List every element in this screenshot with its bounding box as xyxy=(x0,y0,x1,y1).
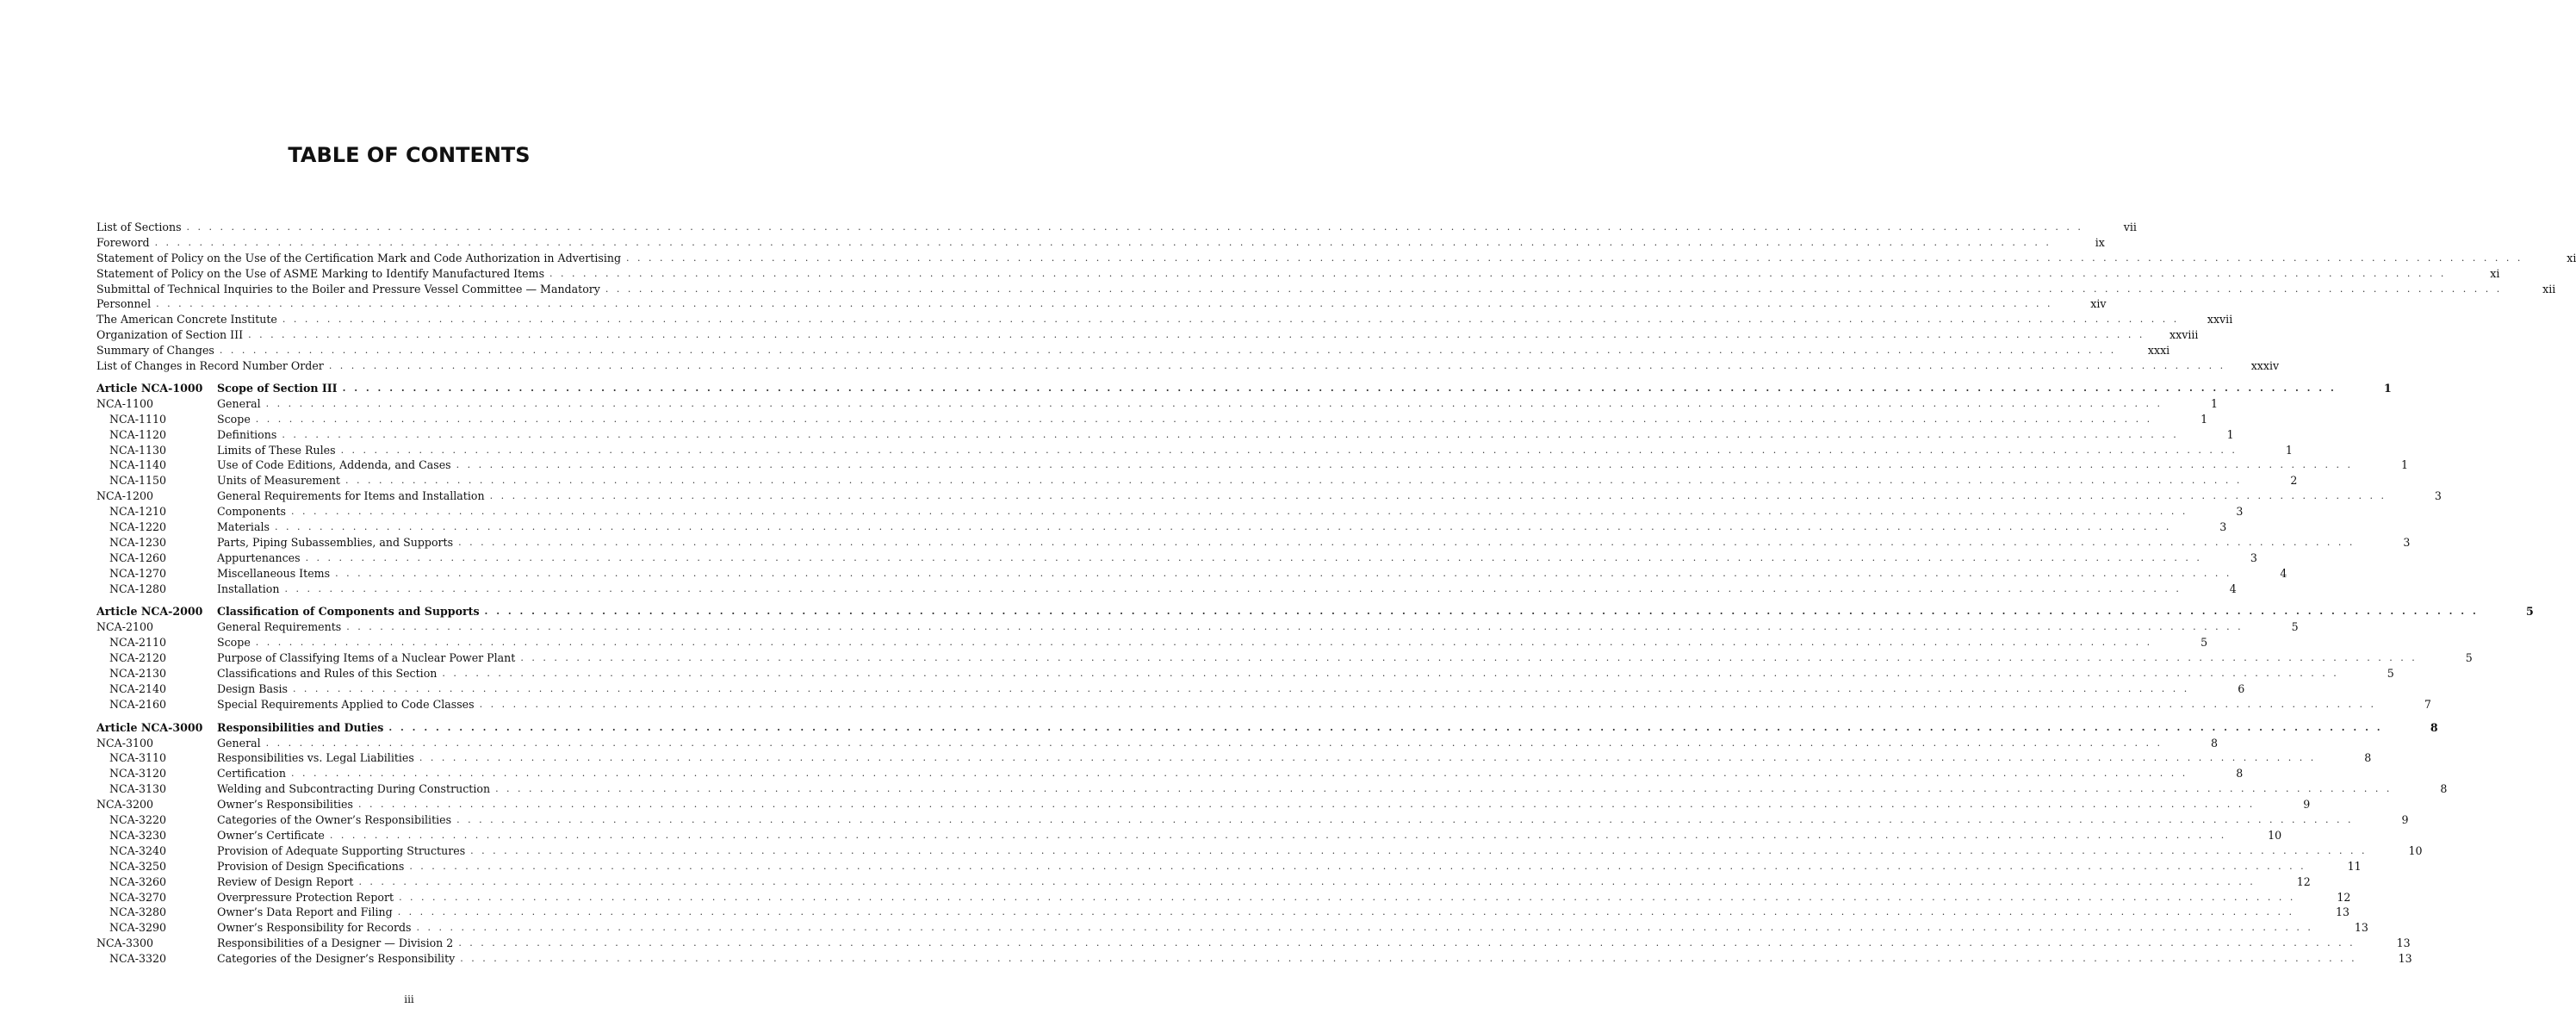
entry-title: Provision of Design Specifications xyxy=(217,859,405,873)
entry-body xyxy=(217,566,2231,582)
entry-title: The American Concrete Institute xyxy=(96,313,277,327)
entry-page: xxviii xyxy=(2169,328,2199,342)
entry-code: NCA-2160 xyxy=(109,697,167,711)
toc-entry[interactable] xyxy=(96,650,2473,666)
toc-entry[interactable] xyxy=(96,681,2245,697)
article-entry xyxy=(217,720,2383,736)
entry-title: Certification xyxy=(217,767,286,781)
toc-entry[interactable] xyxy=(96,766,2244,781)
entry-title: General xyxy=(217,736,261,750)
dot-leader xyxy=(458,936,2355,951)
entry-title: Installation xyxy=(217,582,280,595)
entry-page: 12 xyxy=(2337,890,2351,904)
article-title: Responsibilities and Duties xyxy=(217,720,384,734)
entry-code: NCA-1150 xyxy=(109,474,167,488)
entry-body xyxy=(217,427,2179,443)
dot-leader xyxy=(329,358,2225,374)
entry-page: 8 xyxy=(2364,751,2372,765)
entry-title: General xyxy=(217,396,261,410)
entry-body xyxy=(217,535,2355,551)
toc-entry[interactable] xyxy=(96,473,2298,488)
entry-code: NCA-1100 xyxy=(96,396,154,410)
entry-body xyxy=(217,812,2353,828)
dot-leader xyxy=(256,412,2152,427)
entry-page: 13 xyxy=(2354,921,2368,935)
entry-body xyxy=(217,582,2182,597)
entry-title: Summary of Changes xyxy=(96,344,214,358)
entry-page: 8 xyxy=(2440,782,2448,796)
entry-code: NCA-3200 xyxy=(96,798,154,812)
entry-code: NCA-3110 xyxy=(109,751,167,765)
toc-entry[interactable] xyxy=(96,427,2234,443)
entry-title: Statement of Policy on the Use of ASME Marking to Identify Manufactured Items xyxy=(96,266,545,280)
toc-entry[interactable] xyxy=(96,535,2411,551)
dot-leader xyxy=(345,473,2242,488)
article-entry xyxy=(217,604,2479,619)
page-title: TABLE OF CONTENTS xyxy=(288,143,531,167)
entry-title: Scope xyxy=(217,412,251,426)
toc-entry[interactable] xyxy=(96,905,2350,920)
entry-body xyxy=(217,936,2356,951)
entry-title: General Requirements for Items and Installation xyxy=(217,489,485,503)
entry-page: xxxi xyxy=(2147,344,2170,358)
toc-entry[interactable] xyxy=(96,874,2311,890)
entry-title: Limits of These Rules xyxy=(217,443,336,457)
dot-leader xyxy=(470,843,2367,859)
entry-page: xxxiv xyxy=(2250,359,2280,373)
entry-body xyxy=(217,650,2418,666)
toc-entry[interactable] xyxy=(96,828,2282,843)
article-heading[interactable] xyxy=(96,720,2438,736)
entry-body xyxy=(217,457,2353,473)
entry-page: 9 xyxy=(2401,813,2409,827)
entry-title: Provision of Adequate Supporting Structures xyxy=(217,843,466,857)
entry-body xyxy=(217,874,2256,890)
toc-entry[interactable] xyxy=(96,697,2431,712)
entry-title: Categories of the Designer’s Responsibility xyxy=(217,952,456,966)
dot-leader xyxy=(330,828,2226,843)
entry-title: General Requirements xyxy=(217,620,342,634)
toc-entry[interactable] xyxy=(96,251,2576,266)
toc-entry[interactable] xyxy=(96,282,2556,297)
entry-title: List of Changes in Record Number Order xyxy=(96,359,324,373)
toc-entry[interactable] xyxy=(96,920,2368,936)
entry-title: Organization of Section III xyxy=(96,328,244,342)
entry-body xyxy=(217,697,2376,712)
entry-page: ix xyxy=(2095,235,2105,249)
entry-page: 10 xyxy=(2268,828,2282,842)
entry-body xyxy=(217,473,2242,488)
entry-body xyxy=(217,551,2202,566)
entry-page: 13 xyxy=(2336,905,2350,919)
dot-leader xyxy=(266,736,2163,751)
toc-entry[interactable] xyxy=(96,488,2442,504)
entry-title: Classifications and Rules of this Section xyxy=(217,667,438,681)
entry-page: 5 xyxy=(2465,651,2473,665)
entry-page: 1 xyxy=(2226,427,2234,441)
entry-page: 4 xyxy=(2280,566,2287,580)
entry-body xyxy=(217,635,2152,650)
entry-page: 13 xyxy=(2398,952,2412,966)
dot-leader xyxy=(399,890,2295,905)
toc-entry[interactable] xyxy=(96,797,2311,812)
dot-leader xyxy=(495,781,2392,797)
entry-page: xiv xyxy=(2090,297,2107,311)
dot-leader xyxy=(346,619,2243,635)
toc-entry[interactable] xyxy=(96,457,2408,473)
toc-entry[interactable] xyxy=(96,859,2362,874)
toc-entry[interactable] xyxy=(96,582,2237,597)
toc-entry[interactable] xyxy=(96,327,2199,343)
entry-code: NCA-2140 xyxy=(109,681,167,695)
entry-body xyxy=(217,504,2188,519)
dot-leader xyxy=(456,812,2353,828)
entry-title: Responsibilities of a Designer — Division 2 xyxy=(217,936,454,950)
dot-leader xyxy=(480,697,2376,712)
front-matter-list xyxy=(96,220,2576,374)
toc-entry[interactable] xyxy=(96,443,2293,458)
dot-leader xyxy=(155,235,2051,251)
entry-page: xxvii xyxy=(2207,313,2233,327)
dot-leader xyxy=(341,443,2238,458)
dot-leader xyxy=(291,504,2188,519)
entry-code: NCA-3290 xyxy=(109,921,167,935)
entry-page: 7 xyxy=(2424,697,2431,711)
dot-leader xyxy=(490,488,2387,504)
articles-list xyxy=(96,381,2534,974)
dot-leader xyxy=(282,427,2178,443)
entry-code: NCA-3250 xyxy=(109,859,167,873)
entry-code: NCA-1260 xyxy=(109,551,167,564)
entry-page: 3 xyxy=(2250,551,2257,564)
dot-leader xyxy=(343,381,2337,396)
entry-code: NCA-1200 xyxy=(96,489,154,503)
article-code: Article NCA-3000 xyxy=(96,720,203,734)
entry-code: NCA-1210 xyxy=(109,505,167,519)
entry-body xyxy=(217,619,2244,635)
page-number: iii xyxy=(404,993,414,1005)
entry-body xyxy=(217,750,2316,766)
dot-leader xyxy=(388,720,2382,736)
entry-page: 8 xyxy=(2210,736,2218,750)
entry-title: Submittal of Technical Inquiries to the Boiler and Pressure Vessel Committee — Mandatory xyxy=(96,282,600,295)
entry-code: NCA-1140 xyxy=(109,458,167,472)
entry-code: NCA-3100 xyxy=(96,736,154,750)
entry-page: 8 xyxy=(2236,767,2244,781)
dot-leader xyxy=(266,396,2163,412)
dot-leader xyxy=(419,750,2316,766)
entry-body xyxy=(217,488,2387,504)
entry-body xyxy=(217,920,2313,936)
entry-page: 1 xyxy=(2400,458,2408,472)
dot-leader xyxy=(293,681,2189,697)
entry-page: 1 xyxy=(2200,412,2208,426)
entry-body xyxy=(217,666,2339,681)
entry-body xyxy=(217,828,2226,843)
entry-page: 2 xyxy=(2290,474,2298,488)
entry-page: 6 xyxy=(2238,681,2245,695)
entry-body xyxy=(217,890,2295,905)
dot-leader xyxy=(358,874,2255,890)
dot-leader xyxy=(248,327,2145,343)
entry-code: NCA-3120 xyxy=(109,767,167,781)
entry-code: NCA-1120 xyxy=(109,427,167,441)
article-group xyxy=(96,381,2442,596)
entry-body xyxy=(217,843,2368,859)
entry-body xyxy=(217,412,2152,427)
entry-title: Owner’s Data Report and Filing xyxy=(217,905,393,919)
entry-body xyxy=(217,905,2294,920)
toc-entry[interactable] xyxy=(96,566,2287,582)
entry-code: NCA-1230 xyxy=(109,535,167,549)
entry-body xyxy=(217,681,2189,697)
entry-page: xi xyxy=(2567,251,2576,264)
entry-body xyxy=(217,396,2163,412)
dot-leader xyxy=(220,343,2116,358)
entry-page: xi xyxy=(2490,266,2500,280)
toc-entry[interactable] xyxy=(96,750,2372,766)
entry-title: Review of Design Report xyxy=(217,874,354,888)
entry-title: Miscellaneous Items xyxy=(217,566,331,580)
dot-leader xyxy=(306,551,2202,566)
entry-title: Special Requirements Applied to Code Classes xyxy=(217,697,475,711)
dot-leader xyxy=(605,282,2502,297)
entry-title: Responsibilities vs. Legal Liabilities xyxy=(217,751,414,765)
dot-leader xyxy=(485,604,2479,619)
toc-entry[interactable] xyxy=(96,951,2412,967)
toc-entry[interactable] xyxy=(96,412,2208,427)
toc-entry[interactable] xyxy=(96,519,2227,535)
entry-body xyxy=(217,519,2171,535)
toc-entry[interactable] xyxy=(96,936,2411,951)
dot-leader xyxy=(417,920,2313,936)
entry-body xyxy=(217,951,2357,967)
article-code: Article NCA-1000 xyxy=(96,382,203,395)
toc-entry[interactable] xyxy=(96,843,2423,859)
entry-code: NCA-3270 xyxy=(109,890,167,904)
entry-page: 10 xyxy=(2408,843,2423,857)
entry-page: vii xyxy=(2123,221,2137,233)
entry-title: Design Basis xyxy=(217,681,288,695)
entry-page: 3 xyxy=(2403,535,2411,549)
entry-code: NCA-2100 xyxy=(96,620,154,634)
article-title: Classification of Components and Supports xyxy=(217,605,480,619)
entry-code: NCA-1130 xyxy=(109,443,167,457)
dot-leader xyxy=(256,635,2152,650)
toc-entry[interactable] xyxy=(96,358,2280,374)
article-code: Article NCA-2000 xyxy=(96,605,203,619)
toc-entry[interactable] xyxy=(96,220,2137,235)
toc-entry[interactable] xyxy=(96,266,2500,282)
entry-page: 3 xyxy=(2219,520,2227,534)
dot-leader xyxy=(626,251,2523,266)
entry-title: Owner’s Certificate xyxy=(217,828,325,842)
entry-page: 3 xyxy=(2434,489,2442,503)
toc-entry[interactable] xyxy=(96,812,2409,828)
dot-leader xyxy=(442,666,2338,681)
entry-title: Welding and Subcontracting During Construction xyxy=(217,782,491,796)
entry-title: List of Sections xyxy=(96,221,182,233)
entry-title: Purpose of Classifying Items of a Nuclear Power Plant xyxy=(217,651,516,665)
toc-entry[interactable] xyxy=(96,296,2107,312)
entry-title: Statement of Policy on the Use of the Certification Mark and Code Authorization in Advertising xyxy=(96,251,622,264)
entry-title: Overpressure Protection Report xyxy=(217,890,394,904)
entry-page: 9 xyxy=(2303,798,2311,812)
entry-page: 1 xyxy=(2210,396,2218,410)
dot-leader xyxy=(284,582,2181,597)
dot-leader xyxy=(282,312,2179,327)
entry-code: NCA-3260 xyxy=(109,874,167,888)
toc-entry[interactable] xyxy=(96,666,2394,681)
entry-code: NCA-3300 xyxy=(96,936,154,950)
toc-entry[interactable] xyxy=(96,504,2244,519)
entry-body xyxy=(217,859,2306,874)
entry-page: 3 xyxy=(2236,505,2244,519)
entry-title: Scope xyxy=(217,636,251,650)
entry-title: Owner’s Responsibility for Records xyxy=(217,921,412,935)
article-heading[interactable] xyxy=(96,604,2534,619)
entry-page: 5 xyxy=(2387,667,2394,681)
article-heading[interactable] xyxy=(96,381,2392,396)
article-page: 8 xyxy=(2430,720,2438,734)
entry-code: NCA-3320 xyxy=(109,952,167,966)
entry-code: NCA-1110 xyxy=(109,412,167,426)
toc-entry[interactable] xyxy=(96,235,2105,251)
entry-page: 13 xyxy=(2396,936,2411,950)
dot-leader xyxy=(549,266,2446,282)
entry-code: NCA-3280 xyxy=(109,905,167,919)
dot-leader xyxy=(187,220,2083,235)
entry-code: NCA-3130 xyxy=(109,782,167,796)
entry-page: 1 xyxy=(2285,443,2293,457)
entry-page: 11 xyxy=(2347,859,2362,873)
toc-entry[interactable] xyxy=(96,890,2351,905)
entry-code: NCA-3220 xyxy=(109,813,167,827)
entry-page: 4 xyxy=(2229,582,2237,595)
entry-page: 12 xyxy=(2296,874,2311,888)
toc-entry[interactable] xyxy=(96,312,2233,327)
entry-body xyxy=(217,797,2255,812)
entry-code: NCA-2130 xyxy=(109,667,167,681)
article-entry xyxy=(217,381,2337,396)
entry-code: NCA-2110 xyxy=(109,636,167,650)
dot-leader xyxy=(409,859,2306,874)
article-page: 5 xyxy=(2526,605,2534,619)
entry-code: NCA-1280 xyxy=(109,582,167,595)
article-group xyxy=(96,720,2448,967)
entry-code: NCA-1270 xyxy=(109,566,167,580)
dot-leader xyxy=(460,951,2356,967)
article-title: Scope of Section III xyxy=(217,382,338,395)
entry-title: Units of Measurement xyxy=(217,474,340,488)
toc-entry[interactable] xyxy=(96,619,2299,635)
dot-leader xyxy=(456,457,2353,473)
toc-entry[interactable] xyxy=(96,736,2218,751)
entry-code: NCA-2120 xyxy=(109,651,167,665)
entry-title: Definitions xyxy=(217,427,277,441)
entry-title: Appurtenances xyxy=(217,551,301,564)
entry-title: Components xyxy=(217,505,287,519)
toc-entry[interactable] xyxy=(96,343,2170,358)
dot-leader xyxy=(156,296,2052,312)
dot-leader xyxy=(291,766,2188,781)
dot-leader xyxy=(358,797,2255,812)
article-group xyxy=(96,604,2534,712)
dot-leader xyxy=(458,535,2355,551)
entry-body xyxy=(217,443,2238,458)
toc-entry[interactable] xyxy=(96,396,2218,412)
entry-page: 5 xyxy=(2291,620,2299,634)
entry-title: Materials xyxy=(217,520,270,534)
dot-leader xyxy=(335,566,2231,582)
dot-leader xyxy=(520,650,2417,666)
toc-entry[interactable] xyxy=(96,551,2257,566)
entry-title: Parts, Piping Subassemblies, and Supports xyxy=(217,535,454,549)
entry-body xyxy=(217,781,2392,797)
toc-entry[interactable] xyxy=(96,635,2208,650)
entry-page: xii xyxy=(2542,282,2556,295)
entry-code: NCA-1220 xyxy=(109,520,167,534)
entry-code: NCA-3230 xyxy=(109,828,167,842)
entry-title: Foreword xyxy=(96,235,150,249)
dot-leader xyxy=(398,905,2294,920)
entry-title: Owner’s Responsibilities xyxy=(217,798,353,812)
toc-entry[interactable] xyxy=(96,781,2448,797)
entry-title: Use of Code Editions, Addenda, and Cases xyxy=(217,458,451,472)
entry-title: Personnel xyxy=(96,297,152,311)
article-page: 1 xyxy=(2384,382,2392,395)
dot-leader xyxy=(275,519,2171,535)
entry-body xyxy=(217,766,2188,781)
entry-code: NCA-3240 xyxy=(109,843,167,857)
entry-body xyxy=(217,736,2163,751)
entry-title: Categories of the Owner’s Responsibilities xyxy=(217,813,452,827)
entry-page: 5 xyxy=(2200,636,2208,650)
